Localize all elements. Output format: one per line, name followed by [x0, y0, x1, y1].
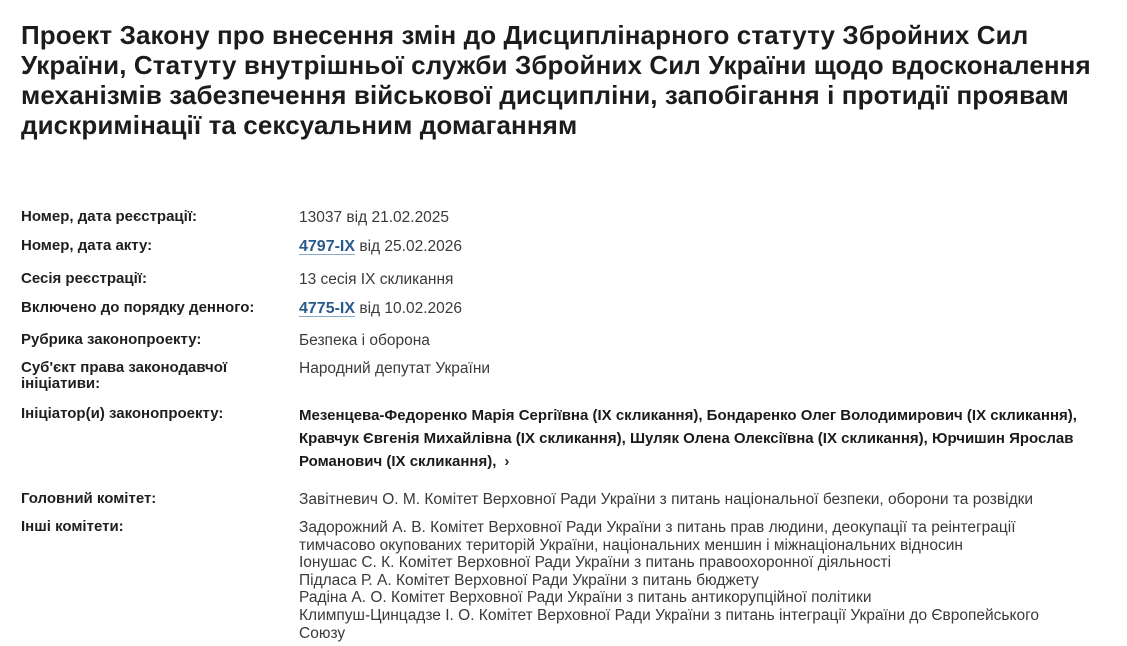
- initiators-value: [299, 404, 1079, 473]
- initiators-label: Ініціатор(и) законопроекту:: [21, 405, 224, 422]
- act-label: Номер, дата акту:: [21, 237, 153, 254]
- other-committees-list: [299, 519, 1099, 642]
- agenda-number-link[interactable]: 4775-IX: [299, 300, 356, 317]
- act-date: 25.02.2026: [384, 238, 462, 255]
- rubric-label: Рубрика законопроекту:: [21, 331, 202, 348]
- agenda-sep: від: [359, 300, 381, 317]
- initiators-list: Мезенцева-Федоренко Марія Сергіївна (IX скликання), Бондаренко Олег Володимирович (IX скликання), Кравчук Євгенія Михайлівна (IX скликання), Шуляк Олена Олексіївна (IX скликання), Юрчишин Ярослав Романович (IX скликання),: [299, 407, 1077, 470]
- main-committee-label: Головний комітет:: [21, 490, 157, 507]
- bill-title: Проект Закону про внесення змін до Дисциплінарного статуту Збройних Сил України, Статуту внутрішньої служби Збройних Сил України щодо вдосконалення механізмів забезпечення військової дисципліни, запобігання і протидії проявам дискримінації та сексуальним домаганням: [21, 20, 1091, 140]
- committee-line: Союзу: [299, 624, 346, 642]
- agenda-value: [299, 300, 1099, 317]
- act-number-link[interactable]: 4797-IX: [299, 238, 356, 255]
- committee-line: тимчасово окупованих територій України, національних меншин і міжнаціональних відносин: [299, 536, 963, 554]
- act-sep: від: [359, 238, 381, 255]
- registration-label: Номер, дата реєстрації:: [21, 208, 198, 225]
- registration-number: 13037: [299, 209, 343, 226]
- registration-date: 21.02.2025: [371, 209, 450, 226]
- subject-label: Суб'єкт права законодавчої ініціативи:: [21, 359, 228, 392]
- registration-sep: від: [346, 209, 368, 226]
- committee-line: Задорожний А. В. Комітет Верховної Ради України з питань прав людини, деокупації та реінтеграції: [299, 519, 1016, 536]
- committee-line: Радіна А. О. Комітет Верховної Ради України з питань антикорупційної політики: [299, 589, 872, 607]
- chevron-right-icon[interactable]: ›: [504, 453, 510, 470]
- session-value: 13 сесія IX скликання: [299, 271, 454, 288]
- committee-line: Климпуш-Цинцадзе І. О. Комітет Верховної Ради України з питань інтеграції України до Європейського: [299, 606, 1039, 624]
- main-committee-value: Завітневич О. М. Комітет Верховної Ради України з питань національної безпеки, оборони та розвідки: [299, 491, 1034, 508]
- committee-line: Підласа Р. А. Комітет Верховної Ради України з питань бюджету: [299, 571, 759, 589]
- agenda-label: Включено до порядку денного:: [21, 299, 255, 316]
- agenda-date: 10.02.2026: [384, 300, 462, 317]
- session-label: Сесія реєстрації:: [21, 270, 147, 287]
- registration-value: [299, 209, 1099, 226]
- committee-line: Іонушас С. К. Комітет Верховної Ради України з питань правоохоронної діяльності: [299, 554, 892, 572]
- other-committees-label: Інші комітети:: [21, 518, 124, 535]
- subject-value: Народний депутат України: [299, 360, 491, 377]
- rubric-value: Безпека і оборона: [299, 332, 430, 349]
- act-value: [299, 238, 1099, 255]
